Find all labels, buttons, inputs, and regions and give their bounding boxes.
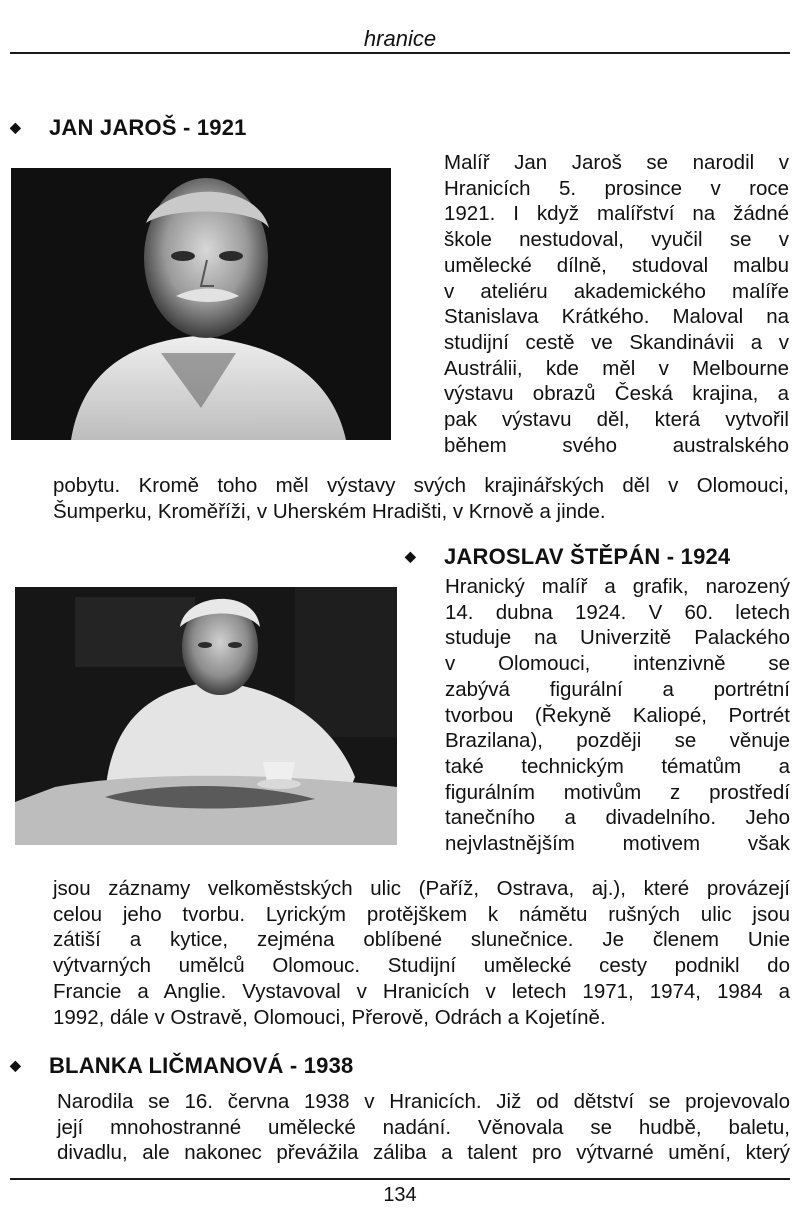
text-line: tvorbou (Řekyně Kaliopé, Portrét bbox=[445, 703, 790, 727]
entry-heading-stepan bbox=[405, 543, 730, 570]
text-line: výstavu obrazů Česká krajina, a bbox=[444, 382, 789, 406]
text-line: také technickým tématům a bbox=[445, 754, 790, 778]
entry-heading-jaros bbox=[10, 114, 247, 141]
text-line: výtvarných umělců Olomouc. Studijní umělecké cesty podnikl do bbox=[53, 954, 790, 978]
text-line: Brazilana), později se věnuje bbox=[445, 729, 790, 753]
text-line: v Olomouci, intenzivně se bbox=[445, 652, 790, 676]
text-line: Narodila se 16. června 1938 v Hranicích. Již od dětství se projevovalo bbox=[57, 1090, 790, 1113]
text-line: figurálním motivům z prostředí bbox=[445, 780, 790, 804]
text-line: během svého australského bbox=[444, 433, 789, 457]
portrait-photo-jaros bbox=[11, 168, 391, 440]
text-line: Francie a Anglie. Vystavoval v Hranicích v letech 1971, 1974, 1984 a bbox=[53, 979, 790, 1003]
text-line: umělecké dílně, studoval malbu bbox=[444, 253, 789, 277]
footer-rule bbox=[10, 1178, 790, 1180]
portrait-photo-stepan-image bbox=[15, 587, 397, 845]
text-line: 14. dubna 1924. V 60. letech bbox=[445, 600, 790, 624]
text-line: Malíř Jan Jaroš se narodil v bbox=[444, 151, 789, 174]
text-line: nejvlastnějším motivem však bbox=[445, 832, 790, 856]
header-rule bbox=[10, 52, 790, 54]
text-line: Hranicích 5. prosince v roce bbox=[444, 176, 789, 200]
text-line: Stanislava Krátkého. Maloval na bbox=[444, 305, 789, 329]
text-line: divadlu, ale nakonec převážila záliba a talent pro výtvarné umění, který bbox=[57, 1141, 790, 1165]
text-line: zabývá figurální a portrétní bbox=[445, 677, 790, 701]
portrait-photo-stepan bbox=[15, 587, 397, 845]
bullet-icon: ◆ bbox=[10, 119, 21, 135]
text-line: jsou záznamy velkoměstských ulic (Paříž, Ostrava, aj.), které provázejí bbox=[53, 877, 790, 900]
portrait-photo-jaros-image bbox=[11, 168, 391, 440]
text-line: 1992, dále v Ostravě, Olomouci, Přerově, Odrách a Kojetíně. bbox=[53, 1005, 606, 1029]
text-line: Austrálii, kde měl v Melbourne bbox=[444, 356, 789, 380]
text-line: v ateliéru akademického malíře bbox=[444, 279, 789, 303]
text-line: škole nestudoval, vyučil se v bbox=[444, 228, 789, 252]
text-line: studijní cestě ve Skandinávii a v bbox=[444, 330, 789, 354]
bullet-icon: ◆ bbox=[10, 1057, 21, 1073]
bio-text-full-jaros bbox=[53, 473, 789, 524]
text-line: 1921. I když malířství na žádné bbox=[444, 202, 789, 226]
bio-text-side-stepan bbox=[445, 574, 790, 857]
running-head: hranice bbox=[363, 26, 437, 51]
text-line: celou jeho tvorbu. Lyrickým protějškem k námětu rušných ulic jsou bbox=[53, 902, 790, 926]
bullet-icon: ◆ bbox=[405, 548, 416, 564]
text-line: tanečního a divadelního. Jeho bbox=[445, 806, 790, 830]
bio-text-full-stepan bbox=[53, 876, 790, 1030]
text-line: její mnohostranné umělecké nadání. Věnovala se hudbě, baletu, bbox=[57, 1115, 790, 1139]
text-line: Šumperku, Kroměříži, v Uherském Hradišti, v Krnově a jinde. bbox=[53, 499, 606, 523]
entry-title: JAROSLAV ŠTĚPÁN - 1924 bbox=[443, 544, 731, 569]
entry-title: JAN JAROŠ - 1921 bbox=[48, 115, 247, 140]
bio-text-full-licmanova bbox=[57, 1089, 790, 1166]
text-line: Hranický malíř a grafik, narozený bbox=[445, 575, 790, 598]
entry-heading-licmanova bbox=[10, 1052, 353, 1079]
text-line: zátiší a kytice, zejména oblíbené slunečnice. Je členem Unie bbox=[53, 928, 790, 952]
page-number: 134 bbox=[383, 1184, 417, 1206]
bio-text-side-jaros bbox=[444, 150, 789, 458]
text-line: studuje na Univerzitě Palackého bbox=[445, 626, 790, 650]
text-line: pak výstavu děl, která vytvořil bbox=[444, 408, 789, 432]
text-line: pobytu. Kromě toho měl výstavy svých krajinářských děl v Olomouci, bbox=[53, 474, 789, 497]
entry-title: BLANKA LIČMANOVÁ - 1938 bbox=[48, 1053, 354, 1078]
